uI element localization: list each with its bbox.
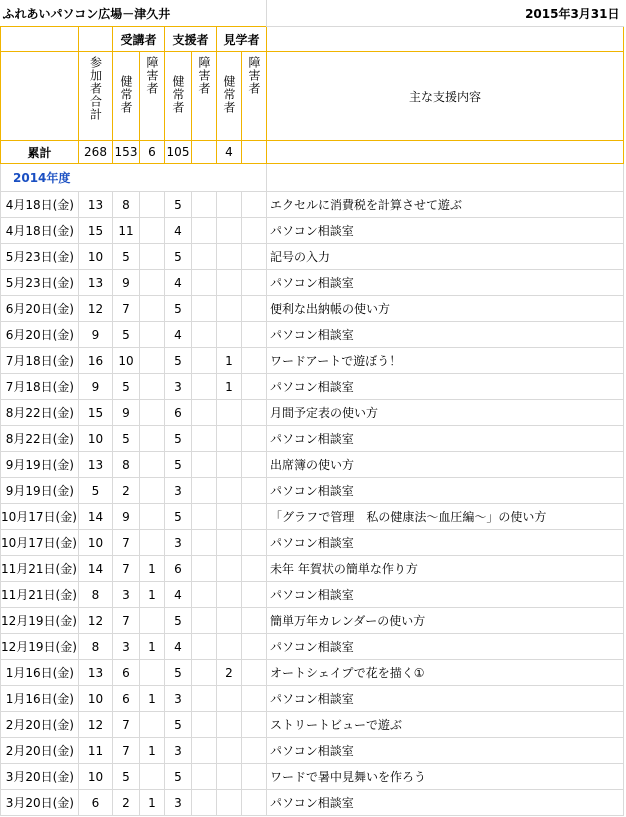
row-total: 12	[79, 296, 113, 322]
sheet-title: ふれあいパソコン広場－津久井	[1, 0, 267, 27]
row-jukou-kenjou: 5	[113, 426, 140, 452]
row-support-content: 「グラフで管理 私の健康法～血圧編～」の使い方	[267, 504, 624, 530]
row-date: 9月19日(金)	[1, 452, 79, 478]
row-shien-shougai	[192, 218, 217, 244]
header-blank	[1, 27, 79, 52]
header-blank	[79, 27, 113, 52]
row-kengaku-shougai	[242, 478, 267, 504]
row-shien-kenjou: 5	[165, 192, 192, 218]
group-kengaku: 見学者	[217, 27, 267, 52]
row-total: 9	[79, 374, 113, 400]
row-date: 4月18日(金)	[1, 192, 79, 218]
row-date: 11月21日(金)	[1, 582, 79, 608]
row-shien-kenjou: 3	[165, 790, 192, 816]
row-date: 6月20日(金)	[1, 296, 79, 322]
header-blank	[1, 52, 79, 141]
row-shien-shougai	[192, 530, 217, 556]
row-jukou-shougai	[140, 452, 165, 478]
table-row	[1, 686, 624, 712]
row-jukou-shougai	[140, 504, 165, 530]
col-total-header: 参加者合計	[79, 52, 113, 141]
row-jukou-kenjou: 9	[113, 400, 140, 426]
row-shien-kenjou: 6	[165, 400, 192, 426]
table-row	[1, 660, 624, 686]
row-kengaku-shougai	[242, 374, 267, 400]
row-jukou-shougai	[140, 478, 165, 504]
row-shien-shougai	[192, 192, 217, 218]
col-shien-kenjou: 健常者	[165, 52, 192, 141]
row-jukou-kenjou: 7	[113, 296, 140, 322]
row-jukou-kenjou: 5	[113, 374, 140, 400]
row-shien-kenjou: 4	[165, 322, 192, 348]
row-support-content: 未年 年賀状の簡単な作り方	[267, 556, 624, 582]
row-jukou-kenjou: 5	[113, 244, 140, 270]
row-shien-kenjou: 5	[165, 660, 192, 686]
row-shien-shougai	[192, 790, 217, 816]
row-kengaku-shougai	[242, 452, 267, 478]
row-jukou-kenjou: 8	[113, 452, 140, 478]
row-jukou-shougai	[140, 426, 165, 452]
row-jukou-shougai	[140, 348, 165, 374]
row-date: 7月18日(金)	[1, 348, 79, 374]
table-row	[1, 712, 624, 738]
row-total: 12	[79, 608, 113, 634]
row-jukou-kenjou: 11	[113, 218, 140, 244]
row-date: 12月19日(金)	[1, 608, 79, 634]
totals-blank	[267, 141, 624, 164]
row-kengaku-kenjou	[217, 192, 242, 218]
row-shien-shougai	[192, 608, 217, 634]
table-row	[1, 374, 624, 400]
row-shien-kenjou: 4	[165, 218, 192, 244]
row-jukou-kenjou: 9	[113, 504, 140, 530]
totals-total: 268	[79, 141, 113, 164]
row-date: 10月17日(金)	[1, 504, 79, 530]
row-date: 1月16日(金)	[1, 686, 79, 712]
group-shien: 支援者	[165, 27, 217, 52]
row-kengaku-shougai	[242, 660, 267, 686]
row-date: 12月19日(金)	[1, 634, 79, 660]
row-jukou-shougai	[140, 764, 165, 790]
row-jukou-kenjou: 5	[113, 764, 140, 790]
row-kengaku-shougai	[242, 400, 267, 426]
header-blank	[267, 27, 624, 52]
row-total: 10	[79, 426, 113, 452]
row-shien-shougai	[192, 686, 217, 712]
row-shien-shougai	[192, 634, 217, 660]
row-kengaku-kenjou	[217, 478, 242, 504]
report-date: 2015年3月31日	[267, 0, 624, 27]
totals-shien-kenjou: 105	[165, 141, 192, 164]
row-date: 8月22日(金)	[1, 426, 79, 452]
row-kengaku-kenjou	[217, 270, 242, 296]
row-kengaku-shougai	[242, 712, 267, 738]
row-support-content: パソコン相談室	[267, 218, 624, 244]
table-row	[1, 504, 624, 530]
row-support-content: パソコン相談室	[267, 582, 624, 608]
col-jukou-shougai: 障害者	[140, 52, 165, 141]
table-row	[1, 296, 624, 322]
row-total: 13	[79, 192, 113, 218]
row-kengaku-kenjou	[217, 530, 242, 556]
row-total: 8	[79, 634, 113, 660]
row-support-content: 便利な出納帳の使い方	[267, 296, 624, 322]
row-shien-shougai	[192, 322, 217, 348]
row-kengaku-kenjou: 2	[217, 660, 242, 686]
row-shien-shougai	[192, 244, 217, 270]
row-support-content: パソコン相談室	[267, 790, 624, 816]
row-shien-shougai	[192, 660, 217, 686]
row-date: 4月18日(金)	[1, 218, 79, 244]
row-kengaku-kenjou	[217, 504, 242, 530]
row-kengaku-shougai	[242, 686, 267, 712]
row-jukou-shougai: 1	[140, 738, 165, 764]
row-date: 5月23日(金)	[1, 270, 79, 296]
row-shien-kenjou: 3	[165, 478, 192, 504]
row-jukou-shougai: 1	[140, 582, 165, 608]
row-shien-kenjou: 3	[165, 686, 192, 712]
row-support-content: 月間予定表の使い方	[267, 400, 624, 426]
row-total: 16	[79, 348, 113, 374]
row-total: 6	[79, 790, 113, 816]
row-total: 11	[79, 738, 113, 764]
row-shien-kenjou: 3	[165, 374, 192, 400]
row-shien-kenjou: 5	[165, 608, 192, 634]
row-kengaku-shougai	[242, 738, 267, 764]
row-jukou-kenjou: 3	[113, 582, 140, 608]
totals-label: 累計	[1, 141, 79, 164]
row-jukou-kenjou: 6	[113, 660, 140, 686]
totals-jukou-shougai: 6	[140, 141, 165, 164]
table-row	[1, 582, 624, 608]
row-shien-shougai	[192, 478, 217, 504]
row-total: 14	[79, 504, 113, 530]
totals-row	[1, 141, 624, 164]
row-shien-shougai	[192, 452, 217, 478]
row-kengaku-kenjou: 1	[217, 348, 242, 374]
table-row	[1, 270, 624, 296]
row-kengaku-shougai	[242, 348, 267, 374]
group-jukou: 受講者	[113, 27, 165, 52]
row-date: 9月19日(金)	[1, 478, 79, 504]
row-kengaku-kenjou	[217, 608, 242, 634]
table-row	[1, 426, 624, 452]
row-kengaku-shougai	[242, 530, 267, 556]
row-total: 10	[79, 244, 113, 270]
row-kengaku-kenjou	[217, 712, 242, 738]
table-row	[1, 608, 624, 634]
row-shien-kenjou: 4	[165, 634, 192, 660]
row-kengaku-kenjou	[217, 764, 242, 790]
row-kengaku-shougai	[242, 764, 267, 790]
row-support-content: ワードアートで遊ぼう！	[267, 348, 624, 374]
row-shien-kenjou: 5	[165, 504, 192, 530]
row-kengaku-shougai	[242, 192, 267, 218]
row-total: 15	[79, 218, 113, 244]
row-support-content: ワードで暑中見舞いを作ろう	[267, 764, 624, 790]
row-date: 5月23日(金)	[1, 244, 79, 270]
row-shien-shougai	[192, 426, 217, 452]
row-shien-kenjou: 5	[165, 348, 192, 374]
row-shien-shougai	[192, 270, 217, 296]
row-shien-kenjou: 5	[165, 712, 192, 738]
row-jukou-kenjou: 10	[113, 348, 140, 374]
row-shien-kenjou: 5	[165, 426, 192, 452]
row-shien-shougai	[192, 712, 217, 738]
table-row	[1, 192, 624, 218]
row-support-content: パソコン相談室	[267, 738, 624, 764]
row-kengaku-shougai	[242, 634, 267, 660]
row-total: 13	[79, 452, 113, 478]
row-total: 5	[79, 478, 113, 504]
row-kengaku-shougai	[242, 608, 267, 634]
row-date: 2月20日(金)	[1, 712, 79, 738]
row-shien-kenjou: 4	[165, 582, 192, 608]
row-jukou-kenjou: 3	[113, 634, 140, 660]
row-jukou-kenjou: 2	[113, 478, 140, 504]
row-support-content: 記号の入力	[267, 244, 624, 270]
row-support-content: パソコン相談室	[267, 634, 624, 660]
row-shien-shougai	[192, 374, 217, 400]
row-total: 10	[79, 530, 113, 556]
row-jukou-shougai	[140, 192, 165, 218]
row-date: 7月18日(金)	[1, 374, 79, 400]
row-total: 8	[79, 582, 113, 608]
row-kengaku-shougai	[242, 322, 267, 348]
row-kengaku-kenjou	[217, 218, 242, 244]
totals-kengaku-shougai	[242, 141, 267, 164]
row-jukou-kenjou: 2	[113, 790, 140, 816]
row-date: 6月20日(金)	[1, 322, 79, 348]
row-kengaku-kenjou: 1	[217, 374, 242, 400]
row-total: 15	[79, 400, 113, 426]
col-shien-shougai: 障害者	[192, 52, 217, 141]
row-kengaku-shougai	[242, 244, 267, 270]
row-date: 2月20日(金)	[1, 738, 79, 764]
row-support-content: ストリートビューで遊ぶ	[267, 712, 624, 738]
row-jukou-shougai	[140, 712, 165, 738]
row-jukou-kenjou: 7	[113, 608, 140, 634]
row-support-content: パソコン相談室	[267, 478, 624, 504]
row-kengaku-kenjou	[217, 296, 242, 322]
col-kengaku-kenjou: 健常者	[217, 52, 242, 141]
row-shien-shougai	[192, 764, 217, 790]
row-date: 11月21日(金)	[1, 556, 79, 582]
table-row	[1, 218, 624, 244]
fiscal-year-label: 2014年度	[1, 164, 267, 192]
col-jukou-kenjou: 健常者	[113, 52, 140, 141]
row-shien-kenjou: 3	[165, 738, 192, 764]
row-kengaku-kenjou	[217, 790, 242, 816]
row-jukou-shougai	[140, 218, 165, 244]
row-shien-kenjou: 5	[165, 452, 192, 478]
main-support-header: 主な支援内容	[267, 52, 624, 141]
row-kengaku-shougai	[242, 218, 267, 244]
row-jukou-shougai	[140, 296, 165, 322]
row-jukou-kenjou: 5	[113, 322, 140, 348]
row-shien-kenjou: 5	[165, 296, 192, 322]
row-shien-shougai	[192, 400, 217, 426]
row-shien-shougai	[192, 348, 217, 374]
row-jukou-shougai: 1	[140, 686, 165, 712]
row-jukou-kenjou: 7	[113, 712, 140, 738]
row-shien-shougai	[192, 582, 217, 608]
totals-shien-shougai	[192, 141, 217, 164]
row-support-content: パソコン相談室	[267, 270, 624, 296]
table-row	[1, 634, 624, 660]
row-jukou-kenjou: 7	[113, 556, 140, 582]
row-shien-shougai	[192, 738, 217, 764]
row-date: 8月22日(金)	[1, 400, 79, 426]
row-jukou-kenjou: 7	[113, 738, 140, 764]
row-kengaku-kenjou	[217, 400, 242, 426]
row-jukou-shougai	[140, 270, 165, 296]
row-kengaku-kenjou	[217, 634, 242, 660]
row-kengaku-shougai	[242, 296, 267, 322]
row-jukou-shougai	[140, 244, 165, 270]
row-support-content: パソコン相談室	[267, 322, 624, 348]
row-support-content: パソコン相談室	[267, 374, 624, 400]
row-jukou-kenjou: 7	[113, 530, 140, 556]
row-total: 10	[79, 764, 113, 790]
row-kengaku-kenjou	[217, 686, 242, 712]
row-total: 10	[79, 686, 113, 712]
row-date: 3月20日(金)	[1, 790, 79, 816]
col-kengaku-shougai: 障害者	[242, 52, 267, 141]
row-jukou-shougai: 1	[140, 634, 165, 660]
row-shien-kenjou: 4	[165, 270, 192, 296]
row-kengaku-kenjou	[217, 244, 242, 270]
table-row	[1, 530, 624, 556]
row-shien-kenjou: 5	[165, 764, 192, 790]
row-jukou-kenjou: 6	[113, 686, 140, 712]
row-jukou-shougai: 1	[140, 556, 165, 582]
row-jukou-shougai	[140, 400, 165, 426]
row-total: 13	[79, 270, 113, 296]
table-row	[1, 478, 624, 504]
row-date: 1月16日(金)	[1, 660, 79, 686]
table-row	[1, 452, 624, 478]
row-kengaku-kenjou	[217, 556, 242, 582]
row-support-content: パソコン相談室	[267, 530, 624, 556]
row-total: 14	[79, 556, 113, 582]
row-date: 3月20日(金)	[1, 764, 79, 790]
row-total: 13	[79, 660, 113, 686]
table-row	[1, 738, 624, 764]
row-total: 12	[79, 712, 113, 738]
row-jukou-shougai	[140, 660, 165, 686]
row-jukou-shougai	[140, 608, 165, 634]
table-row	[1, 244, 624, 270]
row-jukou-shougai: 1	[140, 790, 165, 816]
row-date: 10月17日(金)	[1, 530, 79, 556]
row-jukou-kenjou: 9	[113, 270, 140, 296]
row-total: 9	[79, 322, 113, 348]
row-kengaku-kenjou	[217, 738, 242, 764]
row-jukou-shougai	[140, 322, 165, 348]
row-kengaku-shougai	[242, 270, 267, 296]
row-kengaku-kenjou	[217, 322, 242, 348]
row-support-content: パソコン相談室	[267, 686, 624, 712]
row-support-content: エクセルに消費税を計算させて遊ぶ	[267, 192, 624, 218]
row-shien-shougai	[192, 504, 217, 530]
totals-kengaku-kenjou: 4	[217, 141, 242, 164]
row-support-content: 出席簿の使い方	[267, 452, 624, 478]
row-support-content: オートシェイプで花を描く①	[267, 660, 624, 686]
row-kengaku-kenjou	[217, 582, 242, 608]
row-support-content: パソコン相談室	[267, 426, 624, 452]
table-row	[1, 764, 624, 790]
year-blank	[267, 164, 624, 192]
row-jukou-shougai	[140, 374, 165, 400]
row-shien-kenjou: 3	[165, 530, 192, 556]
row-shien-kenjou: 5	[165, 244, 192, 270]
row-kengaku-kenjou	[217, 426, 242, 452]
row-shien-kenjou: 6	[165, 556, 192, 582]
row-kengaku-shougai	[242, 790, 267, 816]
row-shien-shougai	[192, 556, 217, 582]
table-row	[1, 348, 624, 374]
row-support-content: 簡単万年カレンダーの使い方	[267, 608, 624, 634]
row-kengaku-shougai	[242, 582, 267, 608]
table-row	[1, 400, 624, 426]
totals-jukou-kenjou: 153	[113, 141, 140, 164]
row-kengaku-shougai	[242, 504, 267, 530]
table-row	[1, 790, 624, 816]
row-kengaku-shougai	[242, 426, 267, 452]
row-kengaku-shougai	[242, 556, 267, 582]
row-kengaku-kenjou	[217, 452, 242, 478]
row-jukou-kenjou: 8	[113, 192, 140, 218]
table-row	[1, 322, 624, 348]
row-jukou-shougai	[140, 530, 165, 556]
table-row	[1, 556, 624, 582]
row-shien-shougai	[192, 296, 217, 322]
